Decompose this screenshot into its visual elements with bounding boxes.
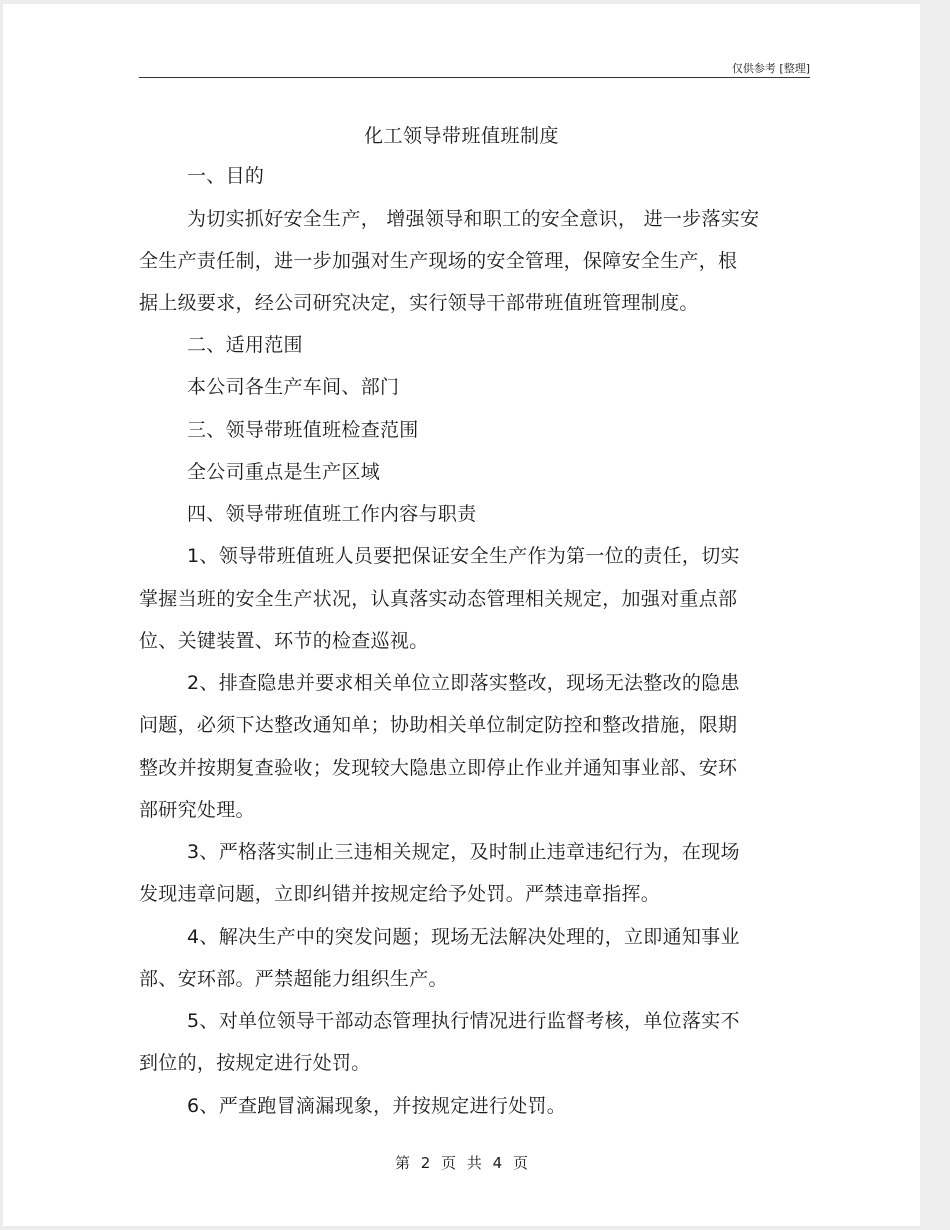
header-rule <box>139 77 810 78</box>
section-heading-inspection-range: 三、领导带班值班检查范围 <box>187 419 419 441</box>
paragraph-line: 全生产责任制，进一步加强对生产现场的安全管理，保障安全生产，根 <box>139 250 738 272</box>
paragraph-line: 为切实抓好安全生产， 增强领导和职工的安全意识， 进一步落实安 <box>187 208 760 230</box>
paragraph-line: 2、排查隐患并要求相关单位立即落实整改，现场无法整改的隐患 <box>187 672 740 694</box>
page-footer: 第 2 页 共 4 页 <box>395 1154 528 1172</box>
paragraph-line: 发现违章问题，立即纠错并按规定给予处罚。严禁违章指挥。 <box>139 883 661 905</box>
section-heading-scope: 二、适用范围 <box>187 334 303 356</box>
paragraph-line: 6、严查跑冒滴漏现象，并按规定进行处罚。 <box>187 1095 567 1117</box>
paragraph-line: 掌握当班的安全生产状况，认真落实动态管理相关规定，加强对重点部 <box>139 588 738 610</box>
paragraph-line: 到位的，按规定进行处罚。 <box>139 1052 371 1074</box>
paragraph-line: 3、严格落实制止三违相关规定，及时制止违章违纪行为，在现场 <box>187 841 740 863</box>
paragraph-line: 位、关键装置、环节的检查巡视。 <box>139 630 429 652</box>
section-heading-duties: 四、领导带班值班工作内容与职责 <box>187 503 477 525</box>
paragraph-line: 5、对单位领导干部动态管理执行情况进行监督考核，单位落实不 <box>187 1010 740 1032</box>
paragraph-line: 问题，必须下达整改通知单；协助相关单位制定防控和整改措施，限期 <box>139 714 738 736</box>
paragraph-line: 4、解决生产中的突发问题；现场无法解决处理的，立即通知事业 <box>187 926 740 948</box>
paragraph-line: 全公司重点是生产区域 <box>187 461 381 483</box>
header-note: 仅供参考 [整理] <box>731 62 810 75</box>
document-title: 化工领导带班值班制度 <box>363 125 559 147</box>
paragraph-line: 整改并按期复查验收；发现较大隐患立即停止作业并通知事业部、安环 <box>139 757 738 779</box>
document-page <box>3 4 920 1226</box>
section-heading-purpose: 一、目的 <box>187 165 265 187</box>
paragraph-line: 据上级要求，经公司研究决定，实行领导干部带班值班管理制度。 <box>139 292 699 314</box>
paragraph-line: 1、领导带班值班人员要把保证安全生产作为第一位的责任，切实 <box>187 545 740 567</box>
paragraph-line: 部研究处理。 <box>139 799 255 821</box>
paragraph-line: 本公司各生产车间、部门 <box>187 376 400 398</box>
paragraph-line: 部、安环部。严禁超能力组织生产。 <box>139 968 448 990</box>
